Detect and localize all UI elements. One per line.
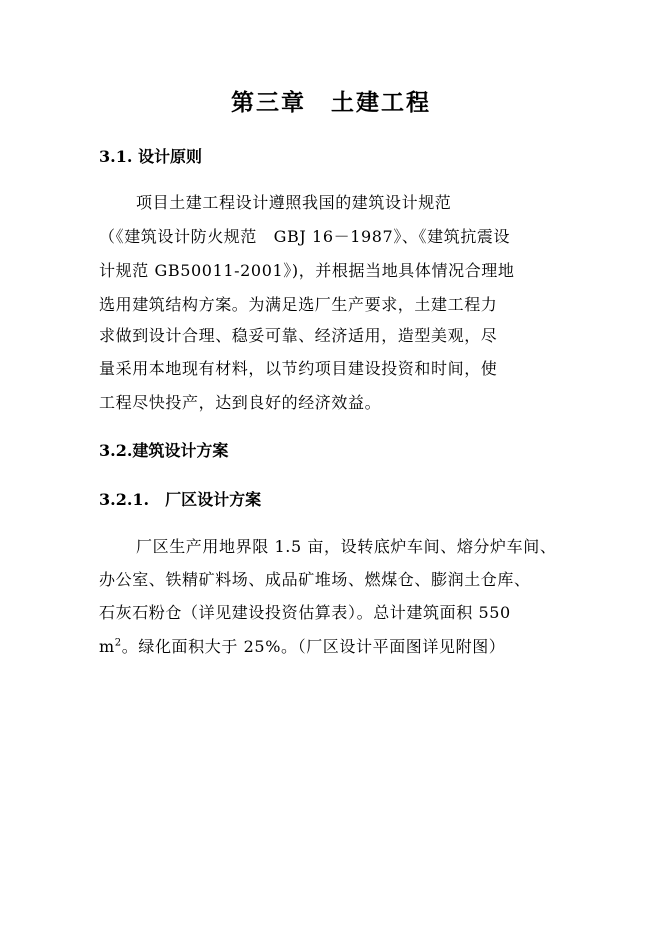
paragraph-line: 选用建筑结构方案。为满足选厂生产要求，土建工程力: [99, 295, 498, 314]
paragraph-line: 工程尽快投产，达到良好的经济效益。: [99, 393, 382, 412]
paragraph-line: [99, 634, 505, 657]
paragraph-line: （《建筑设计防火规范 GBJ 16－1987》、《建筑抗震设: [99, 227, 511, 246]
paragraph-line: 石灰石粉仓（详见建设投资估算表）。总计建筑面积 550: [99, 603, 511, 622]
paragraph-line: 量采用本地现有材料，以节约项目建设投资和时间，使: [99, 359, 498, 378]
greening-text: 。绿化面积大于 25%。（厂区设计平面图详见附图）: [121, 637, 506, 656]
paragraph-line: 项目土建工程设计遵照我国的建筑设计规范: [136, 193, 452, 212]
paragraph-line: 办公室、铁精矿料场、成品矿堆场、燃煤仓、膨润土仓库、: [99, 570, 531, 589]
section-heading-3-1: 3.1. 设计原则: [99, 147, 202, 166]
paragraph-line: 计规范 GB50011-2001》)，并根据当地具体情况合理地: [99, 261, 515, 280]
section-heading-3-2-1: 3.2.1. 厂区设计方案: [99, 490, 262, 509]
paragraph-line: 厂区生产用地界限 1.5 亩，设转底炉车间、熔分炉车间、: [136, 537, 557, 556]
paragraph-line: 求做到设计合理、稳妥可靠、经济适用，造型美观，尽: [99, 326, 498, 345]
superscript-2: 2: [114, 637, 122, 649]
chapter-title: 第三章 土建工程: [231, 89, 431, 116]
section-heading-3-2: 3.2.建筑设计方案: [99, 441, 229, 460]
unit-m: m: [99, 637, 115, 656]
